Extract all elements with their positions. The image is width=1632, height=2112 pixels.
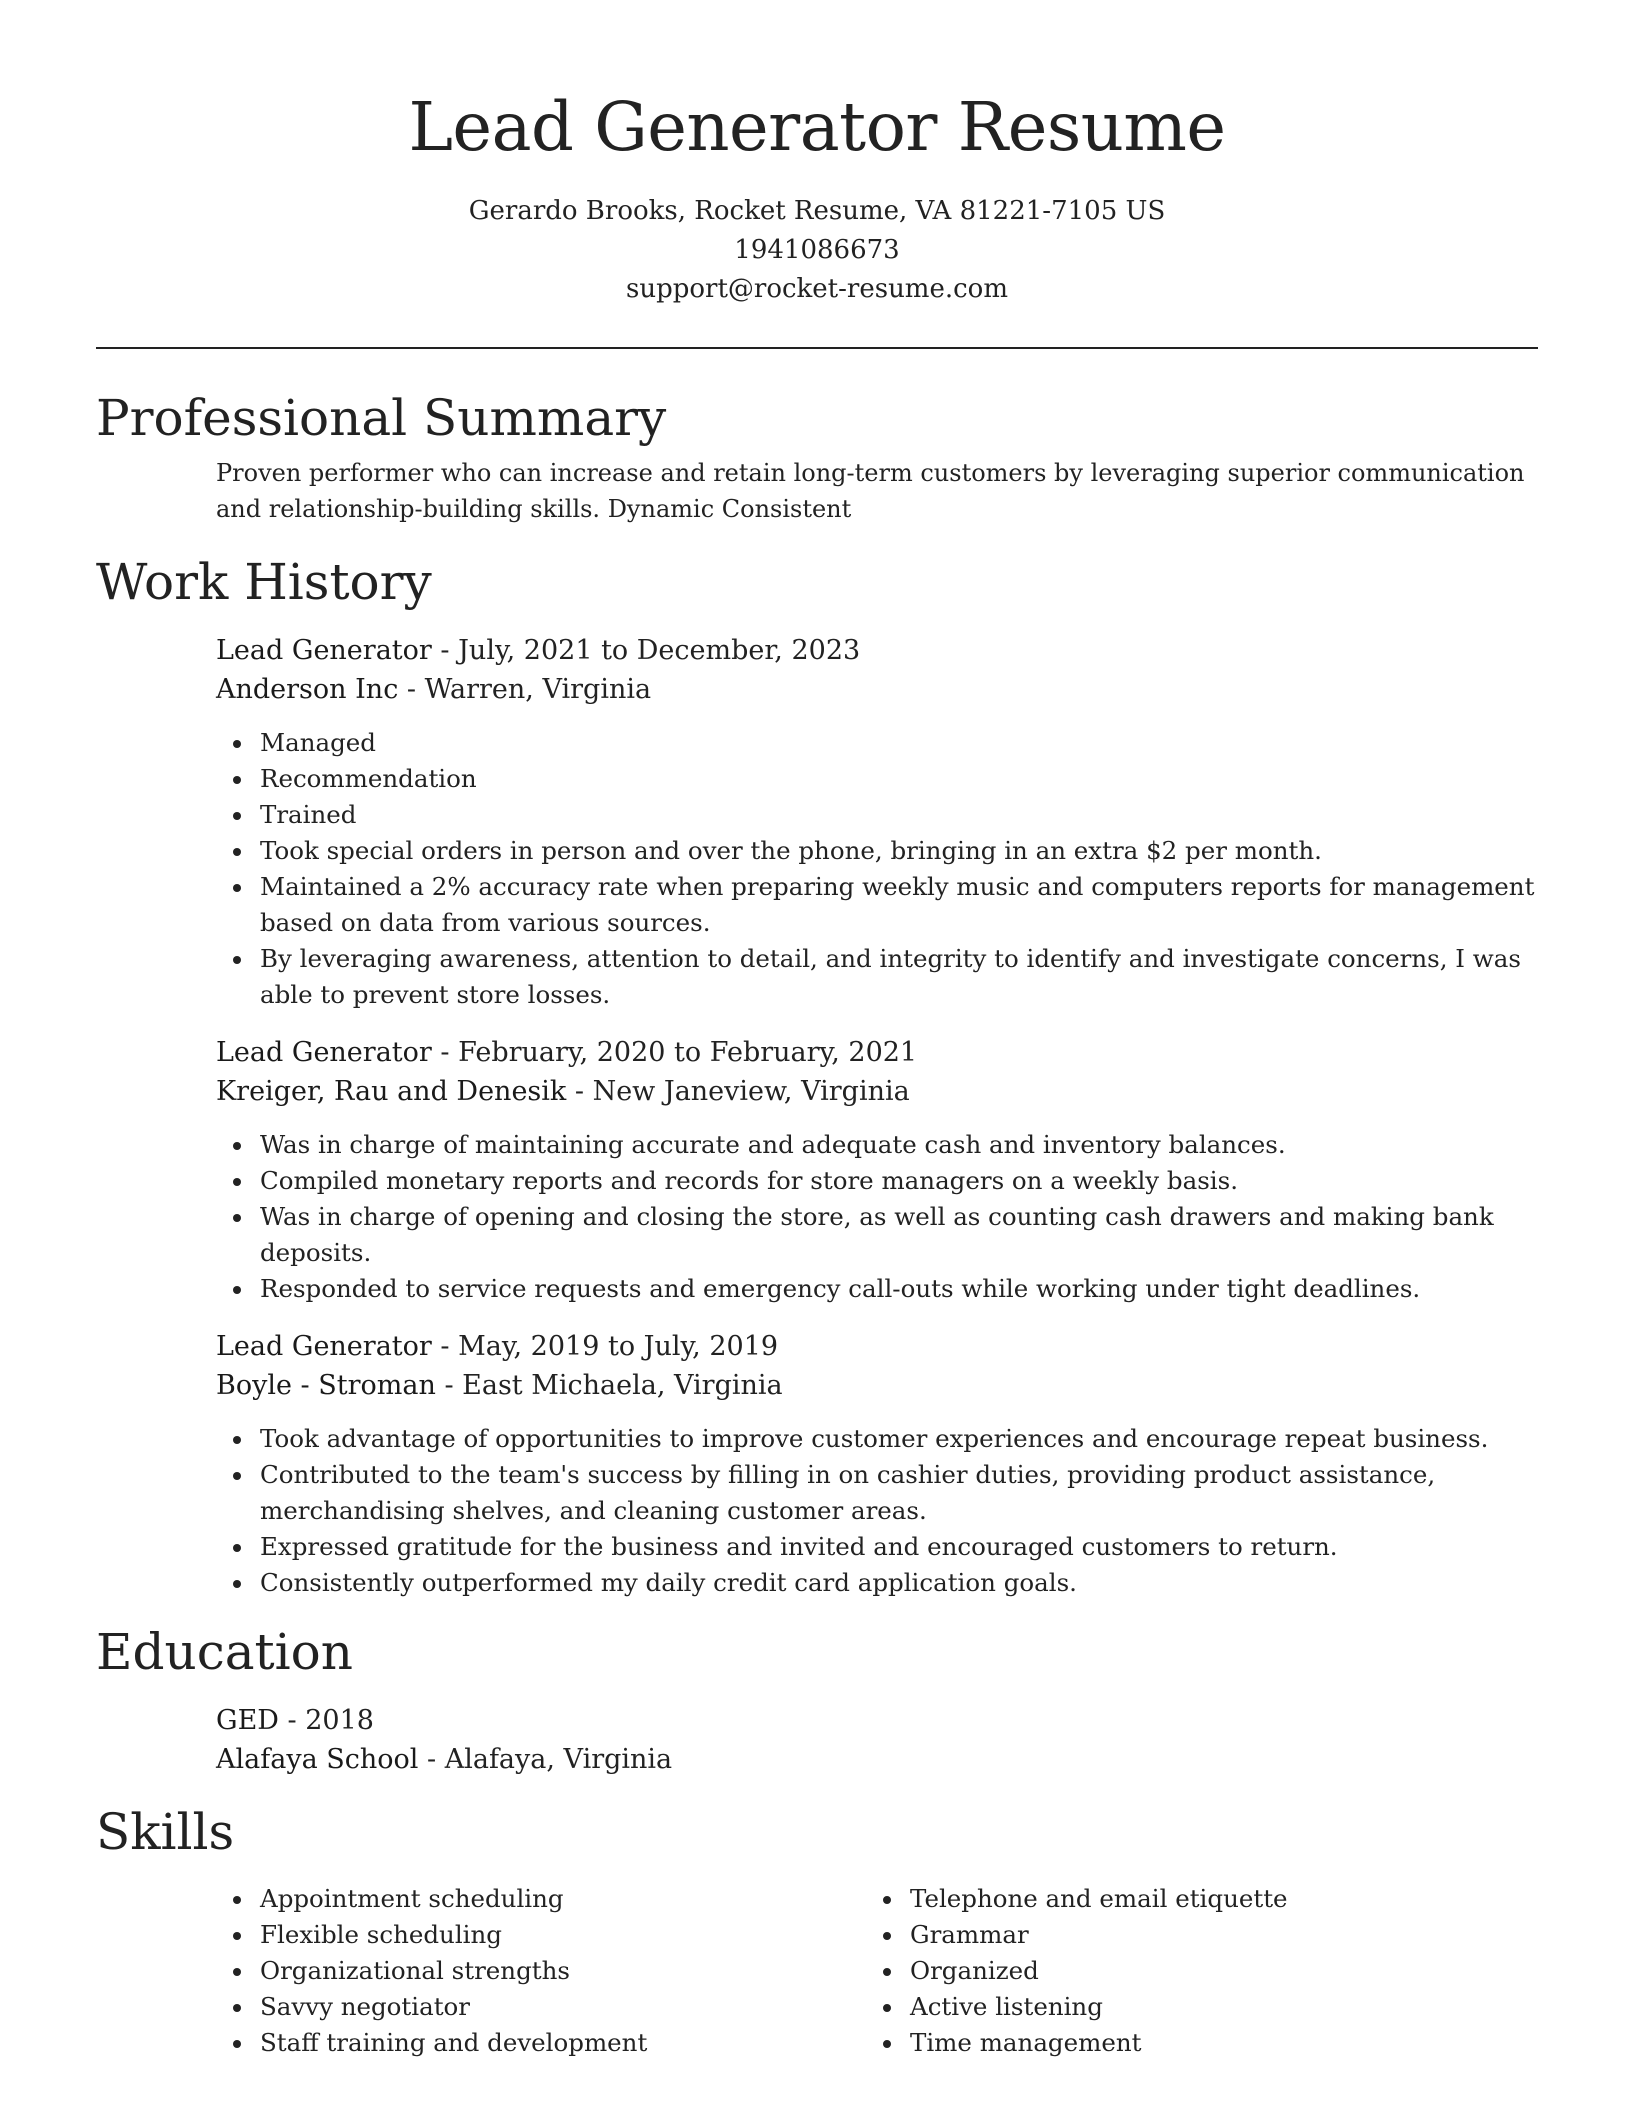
list-item: Compiled monetary reports and records for store managers on a weekly basis. [216, 1163, 1538, 1199]
skills-column-right [866, 1881, 1516, 2061]
list-item: Organizational strengths [216, 1953, 866, 1989]
list-item: Organized [866, 1953, 1516, 1989]
education-entry [216, 1701, 1538, 1779]
job-company: Boyle - Stroman [216, 1370, 436, 1401]
job-company-line [216, 1072, 1538, 1111]
education-school: Alafaya School [216, 1744, 419, 1775]
job-entry [216, 1033, 1538, 1307]
list-item: Responded to service requests and emergency call-outs while working under tight deadlines. [216, 1271, 1538, 1307]
resume-page [96, 0, 1538, 2061]
job-dates: - February, 2020 to February, 2021 [431, 1037, 918, 1068]
job-location: - East Michaela, Virginia [435, 1370, 783, 1401]
skills-list [216, 1881, 866, 2061]
list-item: Maintained a 2% accuracy rate when preparing weekly music and computers reports for management based on data from various sources. [216, 869, 1538, 941]
job-title: Lead Generator [216, 1331, 432, 1362]
job-bullet-list [216, 1127, 1538, 1307]
job-company-line [216, 670, 1538, 709]
section-title-work-history: Work History [96, 553, 432, 611]
contact-phone: 1941086673 [734, 235, 900, 265]
header-divider [96, 347, 1538, 349]
job-dates: - May, 2019 to July, 2019 [431, 1331, 779, 1362]
list-item: Time management [866, 2025, 1516, 2061]
list-item: Was in charge of opening and closing the store, as well as counting cash drawers and making bank deposits. [216, 1199, 1538, 1271]
list-item: Telephone and email etiquette [866, 1881, 1516, 1917]
education-location: - Alafaya, Virginia [418, 1744, 673, 1775]
skills-grid [216, 1881, 1538, 2061]
job-title: Lead Generator [216, 635, 432, 666]
skills-list [866, 1881, 1516, 2061]
job-company-line [216, 1366, 1538, 1405]
job-entry [216, 1327, 1538, 1601]
job-company: Anderson Inc [216, 674, 399, 705]
list-item: Consistently outperformed my daily credit card application goals. [216, 1565, 1538, 1601]
section-title-skills: Skills [96, 1803, 235, 1861]
education-degree-line [216, 1701, 1538, 1740]
contact-block [96, 192, 1538, 309]
section-title-summary: Professional Summary [96, 389, 667, 447]
list-item: Was in charge of maintaining accurate and adequate cash and inventory balances. [216, 1127, 1538, 1163]
job-title-line [216, 1033, 1538, 1072]
list-item: Trained [216, 797, 1538, 833]
summary-text: Proven performer who can increase and retain long-term customers by leveraging superior communication and relationship-building skills. Dynamic Consistent [216, 459, 1525, 523]
job-title-line [216, 1327, 1538, 1366]
job-entry [216, 631, 1538, 1013]
job-dates: - July, 2021 to December, 2023 [431, 635, 861, 666]
list-item: Expressed gratitude for the business and invited and encouraged customers to return. [216, 1529, 1538, 1565]
education-school-line [216, 1740, 1538, 1779]
job-bullet-list [216, 1421, 1538, 1601]
list-item: Flexible scheduling [216, 1917, 866, 1953]
job-bullet-list [216, 725, 1538, 1013]
list-item: Recommendation [216, 761, 1538, 797]
education-degree: GED [216, 1705, 279, 1736]
job-location: - Warren, Virginia [398, 674, 652, 705]
contact-email: support@rocket-resume.com [625, 274, 1008, 304]
education-year: - 2018 [278, 1705, 374, 1736]
job-company: Kreiger, Rau and Denesik [216, 1076, 567, 1107]
skills-column-left [216, 1881, 866, 2061]
list-item: Took advantage of opportunities to improve customer experiences and encourage repeat business. [216, 1421, 1538, 1457]
list-item: Contributed to the team's success by filling in on cashier duties, providing product assistance, merchandising shelves, and cleaning customer areas. [216, 1457, 1538, 1529]
job-title-line [216, 631, 1538, 670]
list-item: Staff training and development [216, 2025, 866, 2061]
job-location: - New Janeview, Virginia [566, 1076, 910, 1107]
list-item: Active listening [866, 1989, 1516, 2025]
list-item: By leveraging awareness, attention to detail, and integrity to identify and investigate concerns, I was able to prevent store losses. [216, 941, 1538, 1013]
list-item: Grammar [866, 1917, 1516, 1953]
list-item: Took special orders in person and over the phone, bringing in an extra $2 per month. [216, 833, 1538, 869]
list-item: Savvy negotiator [216, 1989, 866, 2025]
section-title-education: Education [96, 1623, 353, 1681]
list-item: Appointment scheduling [216, 1881, 866, 1917]
list-item: Managed [216, 725, 1538, 761]
contact-address: Gerardo Brooks, Rocket Resume, VA 81221-7105 US [468, 196, 1166, 226]
job-title: Lead Generator [216, 1037, 432, 1068]
resume-title: Lead Generator Resume [408, 88, 1226, 166]
